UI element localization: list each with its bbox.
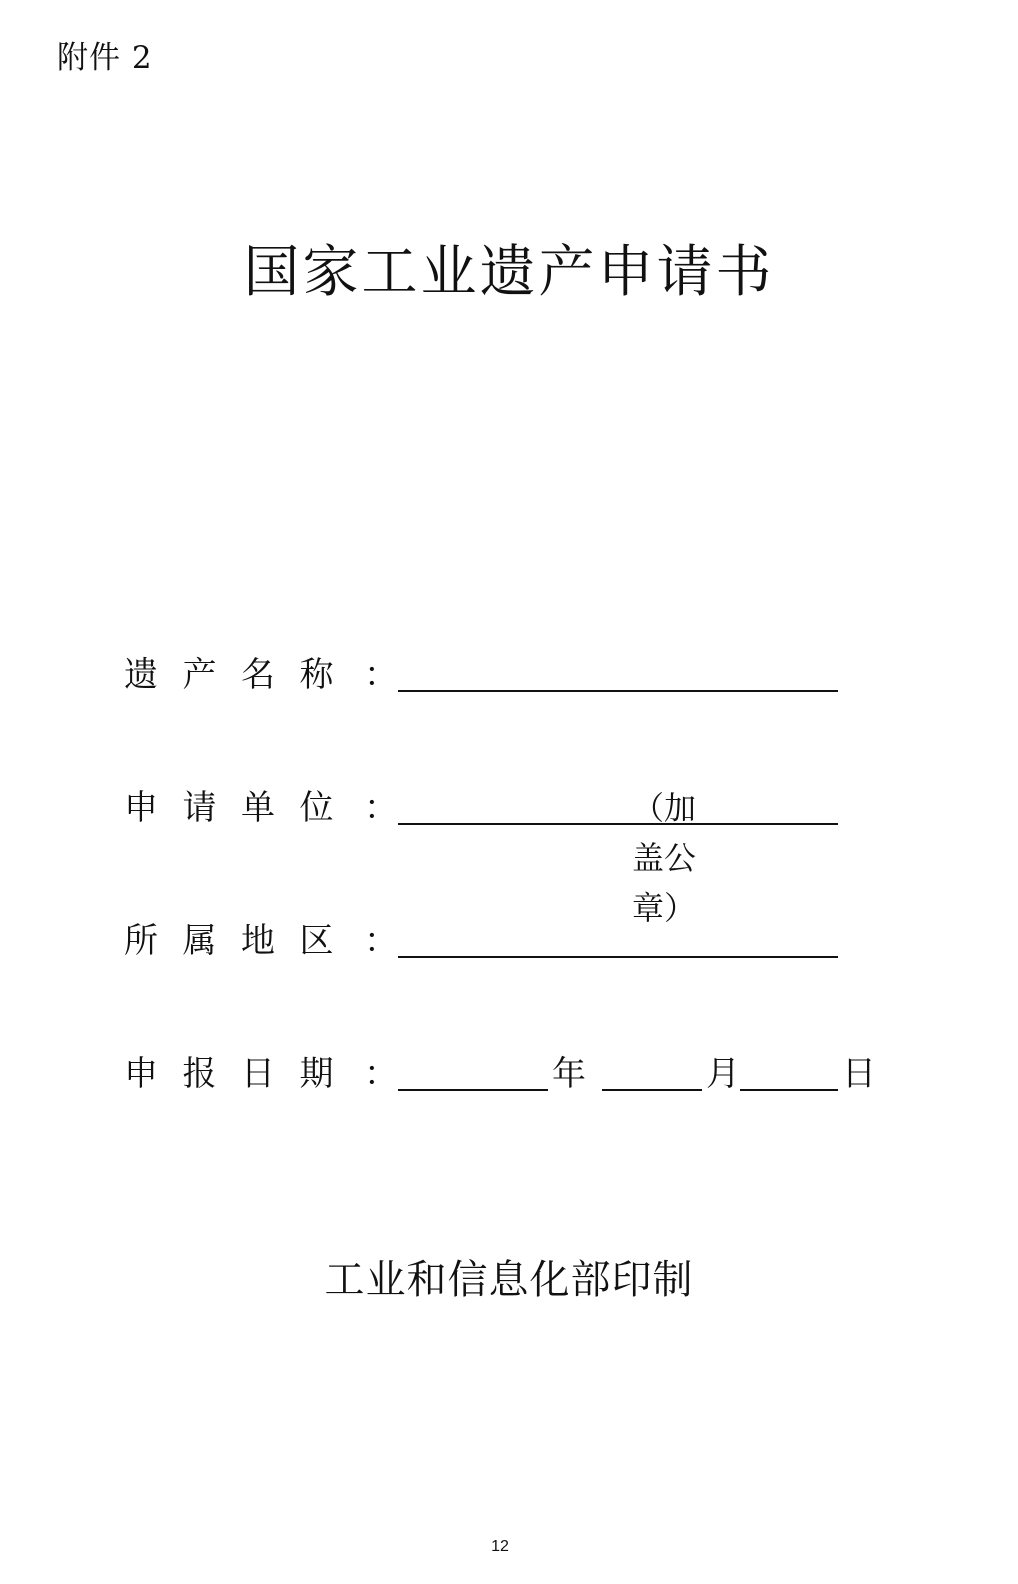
document-title: 国家工业遗产申请书	[243, 240, 775, 305]
label-char: 名	[241, 655, 275, 695]
applicant-unit-label	[124, 783, 398, 833]
heritage-name-label	[124, 650, 398, 700]
month-field[interactable]	[602, 1049, 702, 1091]
label-char: 请	[182, 788, 217, 828]
day-label: 日	[842, 1054, 876, 1094]
seal-note: （加盖公章）	[632, 789, 697, 927]
year-label: 年	[552, 1054, 586, 1094]
page-number: 12	[491, 1538, 509, 1555]
label-char: 产	[182, 655, 217, 695]
label-char: 位	[299, 788, 334, 828]
label-char: 遗	[124, 655, 158, 695]
year-field[interactable]	[398, 1049, 548, 1091]
label-char: 单	[241, 788, 275, 828]
label-char: 报	[182, 1054, 217, 1094]
label-colon: ：	[364, 655, 398, 695]
day-field[interactable]	[740, 1049, 838, 1091]
label-char: 日	[241, 1054, 275, 1094]
region-label	[124, 916, 398, 966]
applicant-unit-field[interactable]	[398, 783, 838, 825]
label-char: 期	[299, 1054, 334, 1094]
region-field[interactable]	[398, 916, 838, 958]
label-char: 申	[124, 788, 158, 828]
month-label: 月	[706, 1054, 740, 1094]
publisher-line: 工业和信息化部印制	[324, 1257, 694, 1303]
label-char: 地	[241, 921, 275, 961]
label-char: 属	[182, 921, 217, 961]
label-char: 区	[299, 921, 334, 961]
label-colon: ：	[364, 1054, 398, 1094]
label-char: 称	[299, 655, 334, 695]
label-char: 申	[124, 1054, 158, 1094]
application-date-label	[124, 1049, 398, 1099]
label-colon: ：	[364, 788, 398, 828]
label-char: 所	[124, 921, 158, 961]
attachment-label: 附件 2	[57, 40, 153, 76]
heritage-name-field[interactable]	[398, 650, 838, 692]
label-colon: ：	[364, 921, 398, 961]
